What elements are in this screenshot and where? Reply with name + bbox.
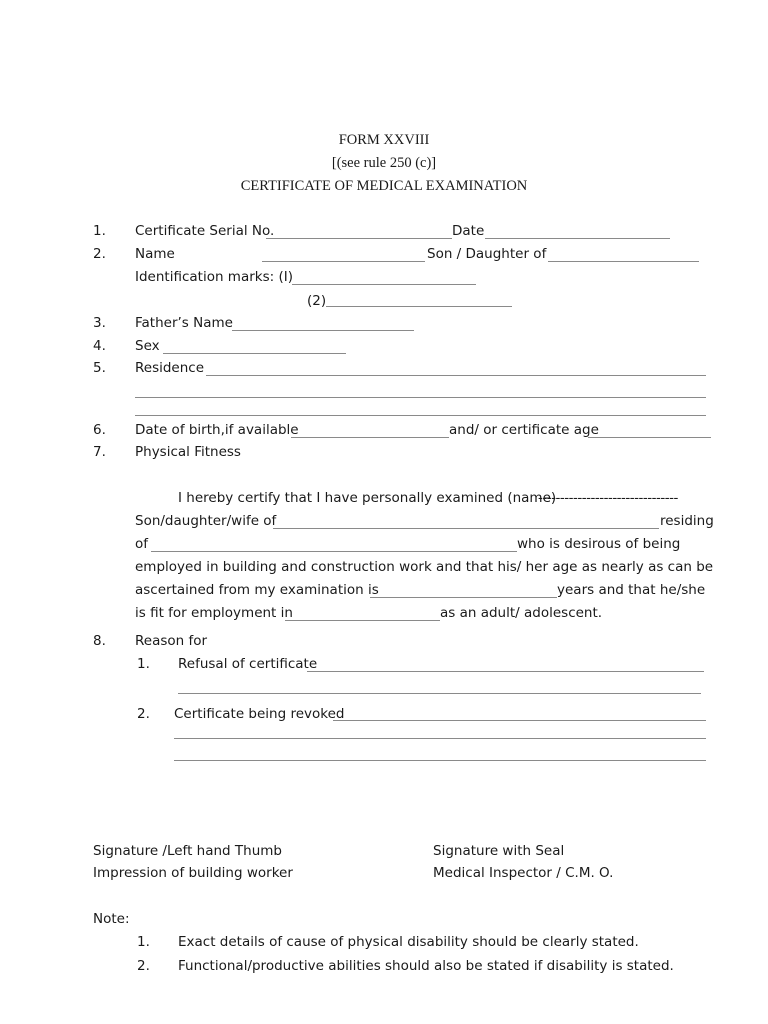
years-label: years and that he/she [557,582,706,598]
certify-line-1: I hereby certify that I have personally examined (name) [178,490,557,506]
worker-impression-label: Impression of building worker [93,865,293,881]
date-field-line[interactable] [485,238,670,239]
item-number-8: 8. [93,633,106,649]
reason-heading: Reason for [135,633,208,649]
residence-line-3[interactable] [135,415,706,416]
item-number-5: 5. [93,360,106,376]
revoked-line-2[interactable] [174,738,706,739]
father-name-line[interactable] [232,330,414,331]
seal-signature-label: Signature with Seal [433,843,565,859]
refusal-line-1[interactable] [307,671,704,672]
residing-label: residing [660,513,714,529]
reason-2-number: 2. [137,706,150,722]
rule-reference: [(see rule 250 (c)] [331,155,437,171]
item-number-7: 7. [93,444,106,460]
adult-adolescent-label: as an adult/ adolescent. [440,605,603,621]
physical-fitness-label: Physical Fitness [135,444,241,460]
item-number-1: 1. [93,223,106,239]
sex-label: Sex [135,338,160,354]
ascertained-label: ascertained from my examination is [135,582,379,598]
reason-1-number: 1. [137,656,150,672]
date-label: Date [452,223,485,239]
medical-inspector-label: Medical Inspector / C.M. O. [433,865,614,881]
serial-label: Certificate Serial No. [135,223,275,239]
identification-mark-1-line[interactable] [292,284,476,285]
certify-line-4: employed in building and construction work and that his/ her age as nearly as can be [135,559,714,575]
residence-line-2[interactable] [135,397,706,398]
age-years-line[interactable] [370,597,557,598]
refusal-line-2[interactable] [178,693,701,694]
item-number-3: 3. [93,315,106,331]
name-field-line[interactable] [262,261,425,262]
serial-field-line[interactable] [266,238,452,239]
item-number-4: 4. [93,338,106,354]
note-heading: Note: [93,911,130,927]
dob-label: Date of birth,if available [135,422,299,438]
of-label: of [135,536,149,552]
identification-mark-2-line[interactable] [326,306,512,307]
revoked-line-3[interactable] [174,760,706,761]
item-number-6: 6. [93,422,106,438]
residing-of-line[interactable] [151,551,517,552]
identification-mark-2-label: (2) [307,293,327,309]
certificate-age-line[interactable] [588,437,711,438]
desirous-label: who is desirous of being [517,536,681,552]
note-2-number: 2. [137,958,150,974]
item-number-2: 2. [93,246,106,262]
son-daughter-wife-label: Son/daughter/wife of [135,513,277,529]
sex-field-line[interactable] [163,353,346,354]
residence-label: Residence [135,360,205,376]
identification-marks-label: Identification marks: (I) [135,269,293,285]
note-1-text: Exact details of cause of physical disability should be clearly stated. [178,934,639,950]
residence-line-1[interactable] [206,375,706,376]
revoked-line-1[interactable] [333,720,706,721]
fit-for-employment-label: is fit for employment in [135,605,293,621]
son-daughter-label: Son / Daughter of [427,246,547,262]
employment-line[interactable] [285,620,440,621]
note-1-number: 1. [137,934,150,950]
dob-field-line[interactable] [291,437,449,438]
son-daughter-field-line[interactable] [548,261,699,262]
father-name-label: Father’s Name [135,315,233,331]
son-daughter-wife-line[interactable] [273,528,659,529]
name-label: Name [135,246,175,262]
certificate-age-label: and/ or certificate age [449,422,599,438]
certificate-title: CERTIFICATE OF MEDICAL EXAMINATION [240,178,528,194]
examined-name-dashes: -------------------------------- [538,490,678,506]
note-2-text: Functional/productive abilities should also be stated if disability is stated. [178,958,674,974]
form-number: FORM XXVIII [338,132,430,148]
worker-signature-label: Signature /Left hand Thumb [93,843,282,859]
revoked-label: Certificate being revoked [174,706,345,722]
refusal-label: Refusal of certificate [178,656,318,672]
